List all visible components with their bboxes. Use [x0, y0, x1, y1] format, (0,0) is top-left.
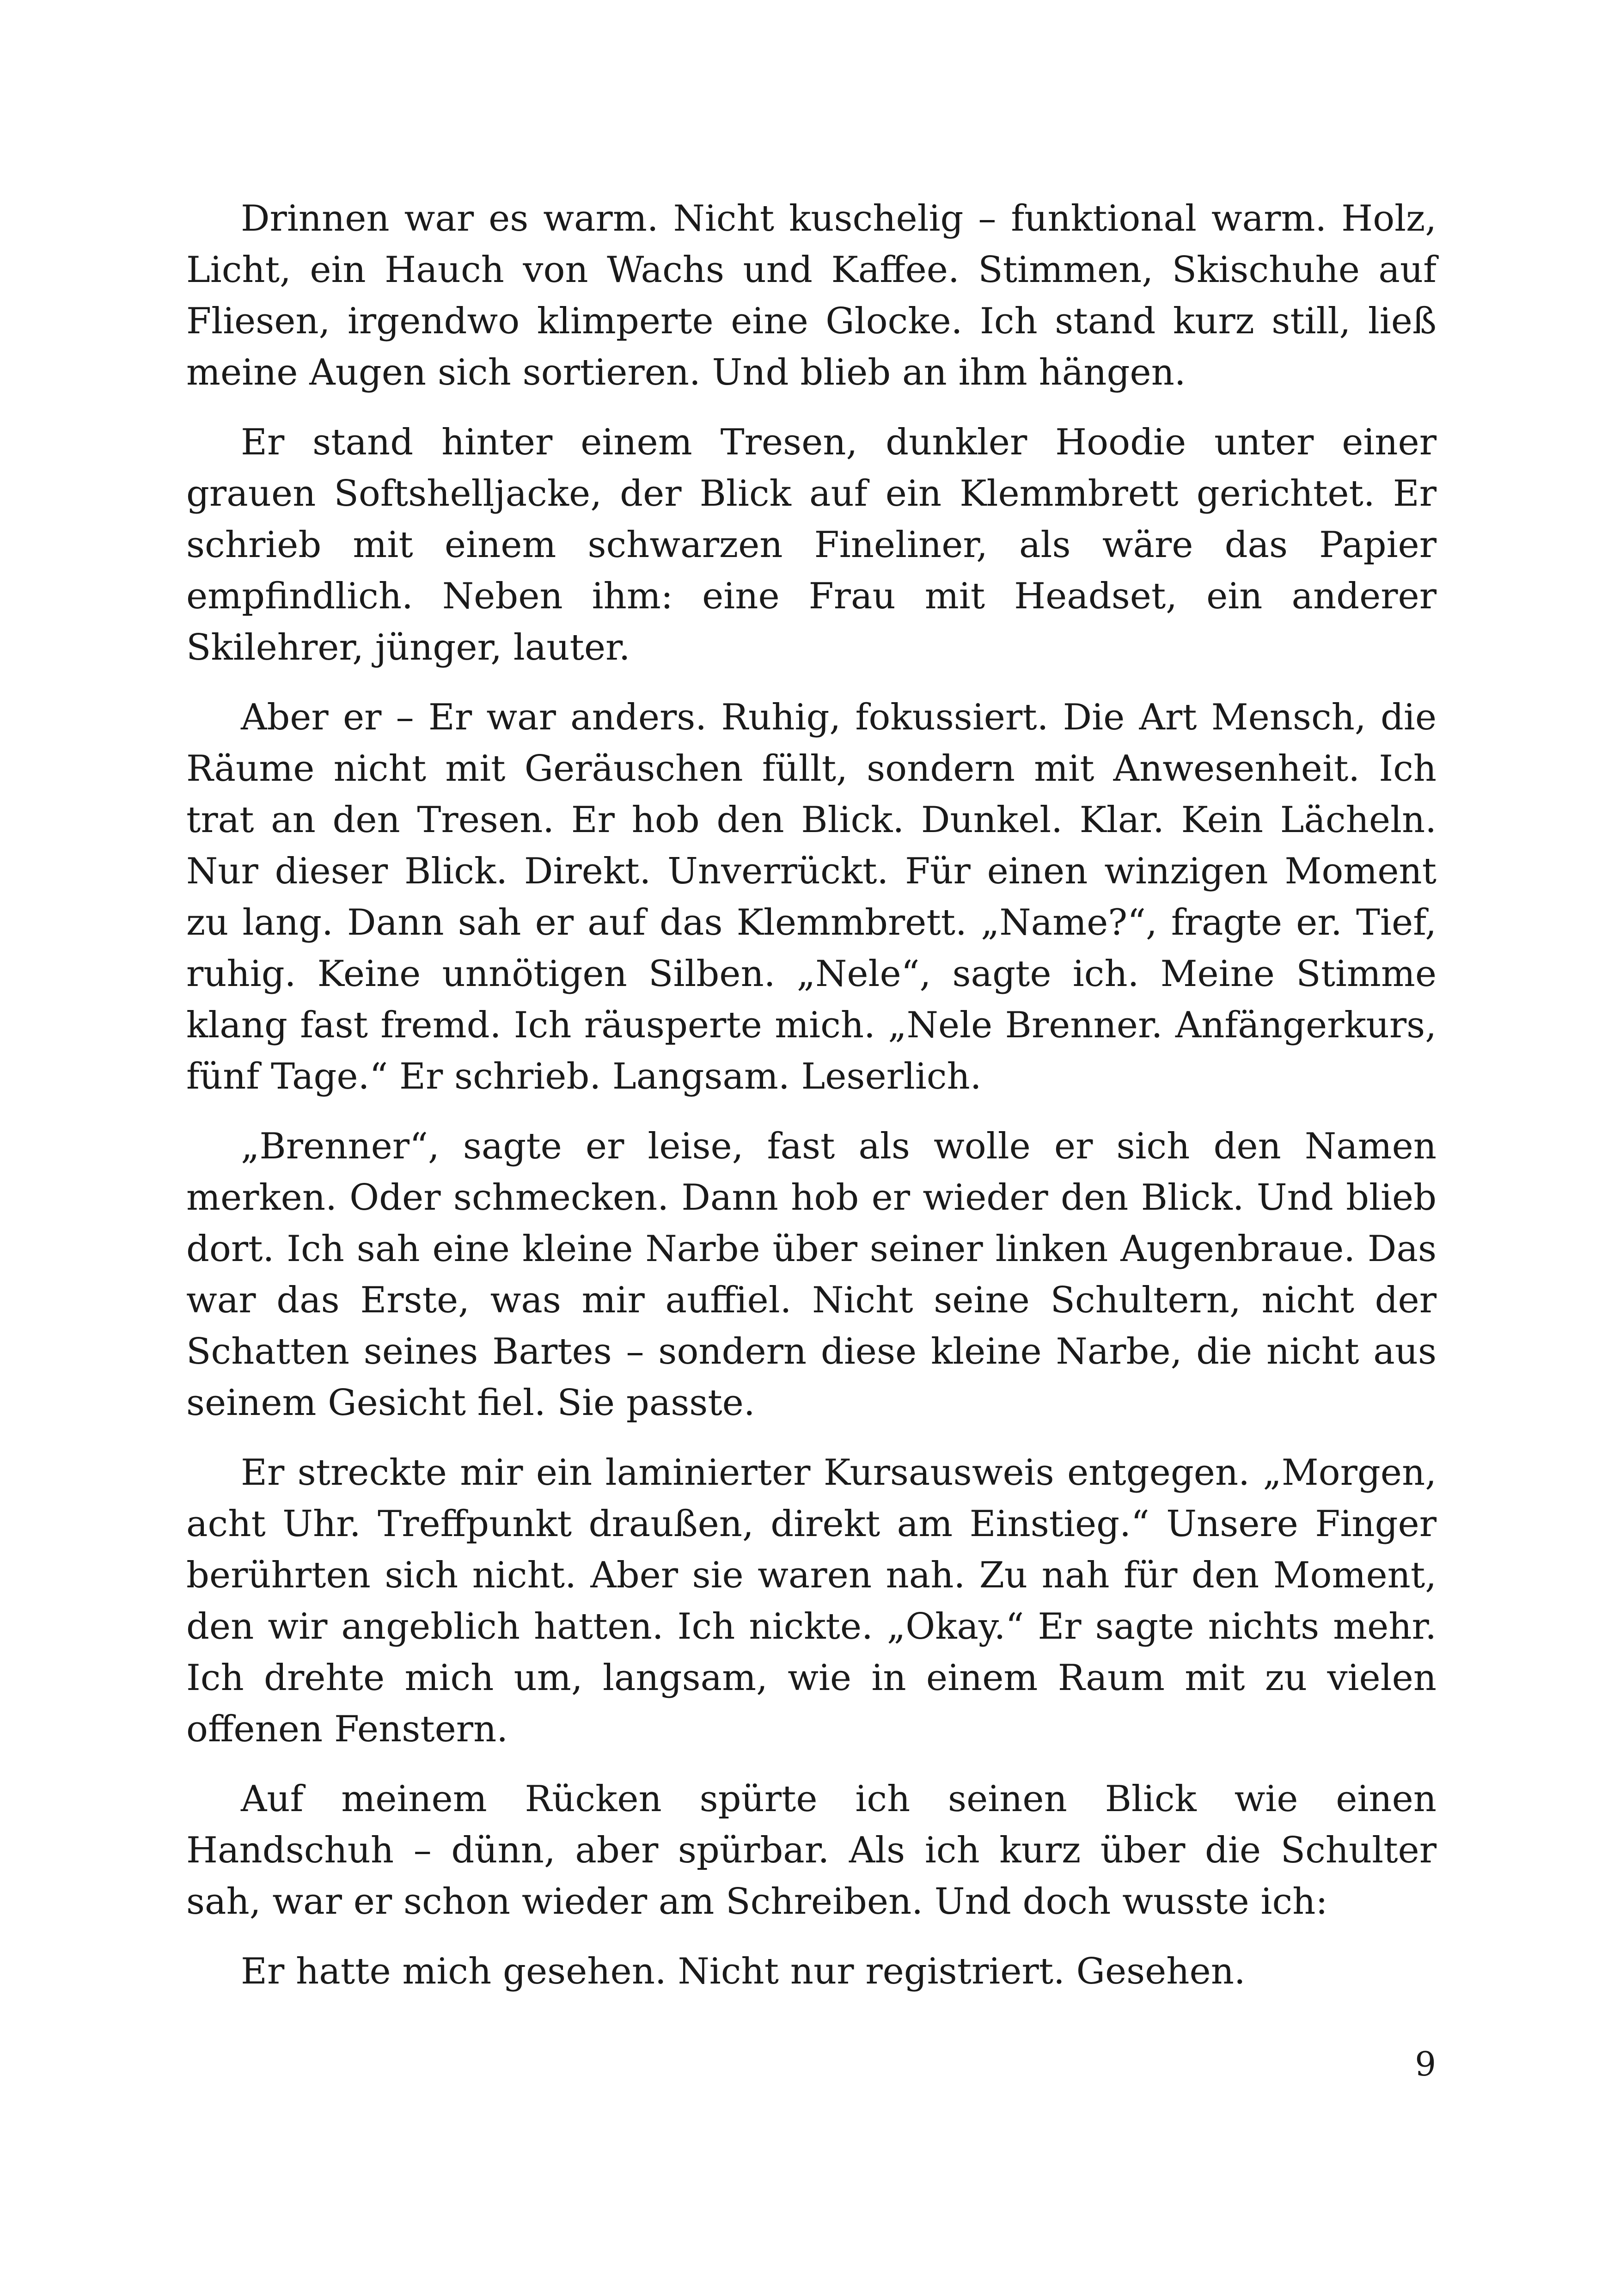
paragraph-7: Er hatte mich gesehen. Nicht nur registriert. Gesehen.: [241, 1951, 1246, 1992]
body-text: [186, 193, 1437, 2016]
paragraph-2: Er stand hinter einem Tresen, dunkler Hoodie unter einer grauen Softshelljacke, der Blick auf ein Klemmbrett gerichtet. Er schrieb mit einem schwarzen Fineliner, als wäre das Papier empfindlich. Neben ihm: eine Frau mit Headset, ein anderer Skilehrer, jünger, lauter.: [186, 422, 1437, 668]
paragraph-3: Aber er – Er war anders. Ruhig, fokussiert. Die Art Mensch, die Räume nicht mit Geräuschen füllt, sondern mit Anwesenheit. Ich trat an den Tresen. Er hob den Blick. Dunkel. Klar. Kein Lächeln. Nur dieser Blick. Direkt. Unverrückt. Für einen winzigen Moment zu lang. Dann sah er auf das Klemmbrett. „Name?“, fragte er. Tief, ruhig. Keine unnötigen Silben. „Nele“, sagte ich. Meine Stimme klang fast fremd. Ich räusperte mich. „Nele Brenner. Anfängerkurs, fünf Tage.“ Er schrieb. Langsam. Leserlich.: [186, 697, 1437, 1097]
page-number: 9: [1415, 2045, 1436, 2083]
paragraph-1: Drinnen war es warm. Nicht kuschelig – funktional warm. Holz, Licht, ein Hauch von Wachs und Kaffee. Stimmen, Skischuhe auf Fliesen, irgendwo klimperte eine Glocke. Ich stand kurz still, ließ meine Augen sich sortieren. Und blieb an ihm hängen.: [186, 198, 1437, 393]
paragraph-6: Auf meinem Rücken spürte ich seinen Blick wie einen Handschuh – dünn, aber spürbar. Als ich kurz über die Schulter sah, war er schon wieder am Schreiben. Und doch wusste ich:: [186, 1778, 1437, 1923]
paragraph-4: „Brenner“, sagte er leise, fast als wolle er sich den Namen merken. Oder schmecken. Dann hob er wieder den Blick. Und blieb dort. Ich sah eine kleine Narbe über seiner linken Augenbraue. Das war das Erste, was mir auffiel. Nicht seine Schultern, nicht der Schatten seines Bartes – sondern diese kleine Narbe, die nicht aus seinem Gesicht fiel. Sie passte.: [186, 1126, 1437, 1424]
paragraph-5: Er streckte mir ein laminierter Kursausweis entgegen. „Morgen, acht Uhr. Treffpunkt draußen, direkt am Einstieg.“ Unsere Finger berührten sich nicht. Aber sie waren nah. Zu nah für den Moment, den wir angeblich hatten. Ich nickte. „Okay.“ Er sagte nichts mehr. Ich drehte mich um, langsam, wie in einem Raum mit zu vielen offenen Fenstern.: [186, 1452, 1437, 1750]
